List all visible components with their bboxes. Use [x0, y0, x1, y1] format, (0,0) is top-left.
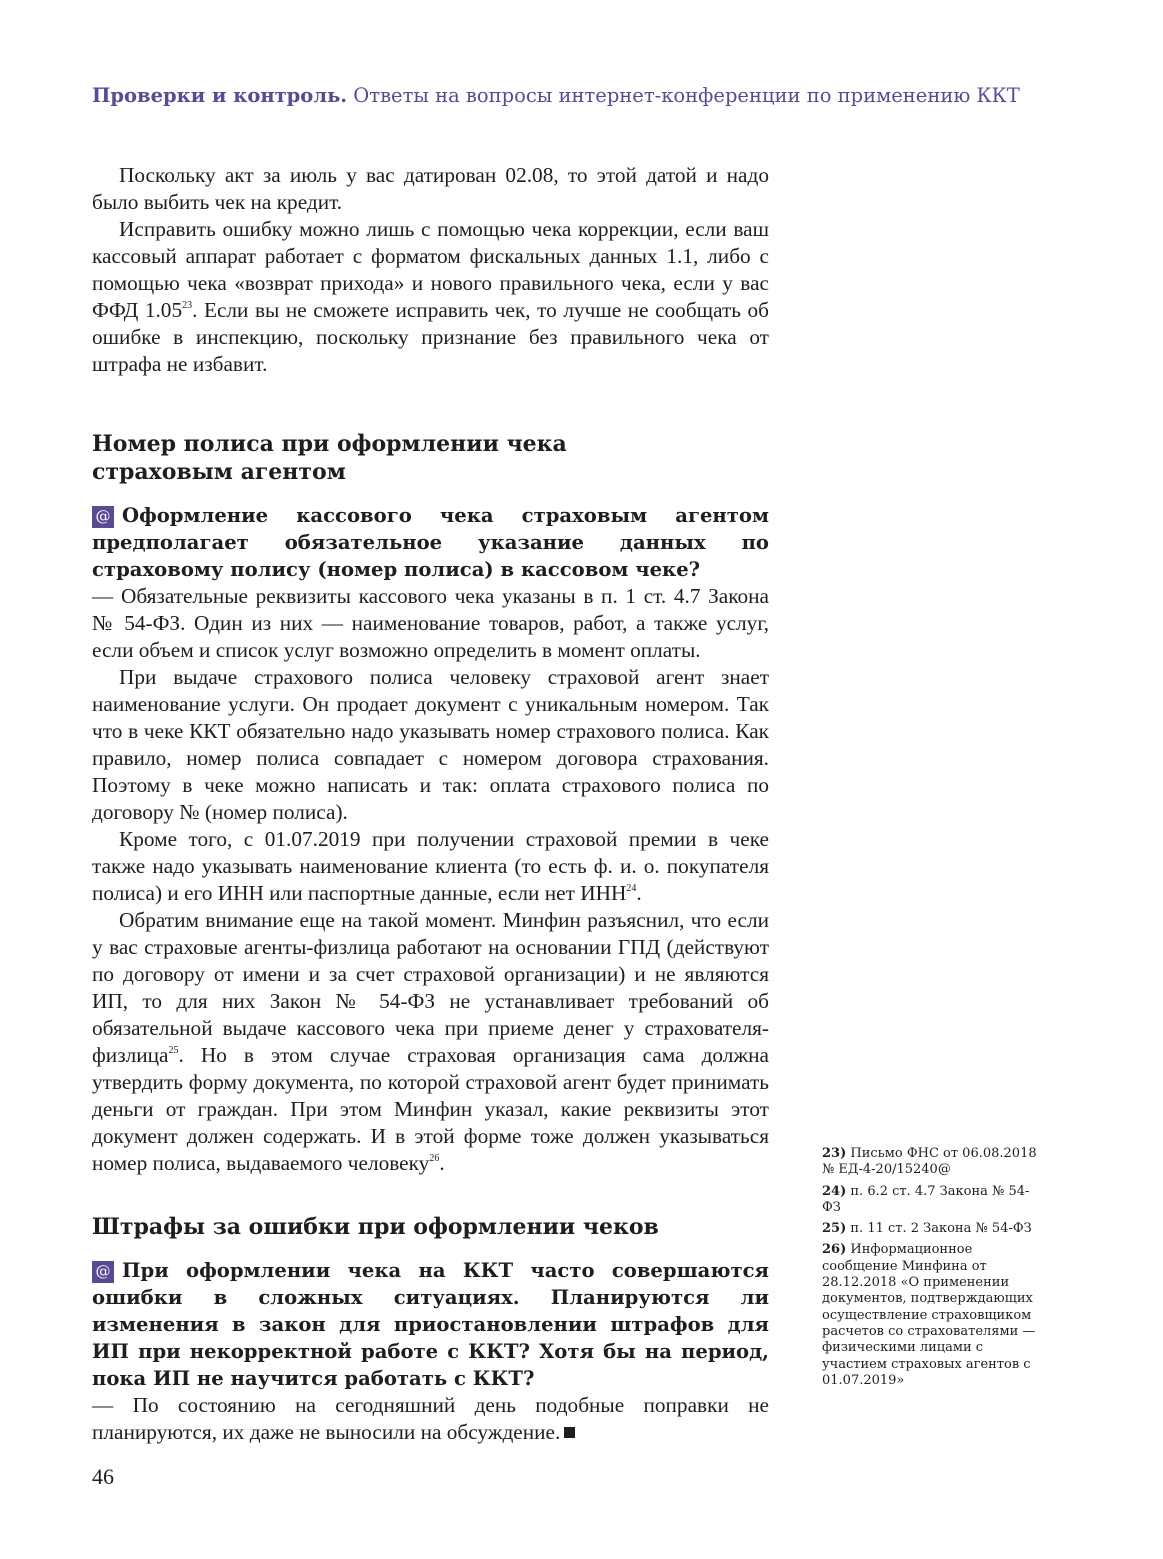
footnote-ref[interactable]: 25 — [168, 1045, 179, 1056]
page-number: 46 — [92, 1464, 114, 1489]
footnote: 23) Письмо ФНС от 06.08.2018 № ЕД-4-20/15240@ — [822, 1146, 1037, 1178]
paragraph: Обратим внимание еще на такой момент. Минфин разъяснил, что если у вас страховые агенты-физлица работают на основании ГПД (действуют по договору от имени и за счет страховой организации) и не являются ИП, то для них Закон № 54-ФЗ не устанавливает требований об обязательной выдаче кассового чека при приеме денег у страхователя-физлица$^{25}$. Но в этом случае страховая организация сама должна утвердить форму документа, по которой страховой агент будет принимать деньги от граждан. При этом Минфин указал, какие реквизиты этот документ должен содержать. И в этой форме тоже должен указываться номер полиса, выдаваемого человеку$^{26}$. — [92, 908, 769, 1175]
footnote-ref[interactable]: 24 — [626, 883, 637, 894]
question: @ При оформлении чека на ККТ часто совершаются ошибки в сложных ситуациях. Планируются ли изменения в закон для приостановлении штрафов для ИП при некорректной работе с ККТ? Хотя бы на период, пока ИП не научится работать с ККТ? — [92, 1259, 769, 1390]
at-sign-icon: @ — [92, 506, 114, 528]
footnote-ref[interactable]: 26 — [429, 1153, 440, 1164]
paragraph: Исправить ошибку можно лишь с помощью чека коррекции, если ваш кассовый аппарат работает с форматом фискальных данных 1.1, либо с помощью чека «возврат прихода» и нового правильного чека, если у вас ФФД 1.05$^{23}$. Если вы не сможете исправить чек, то лучше не сообщать об ошибке в инспекцию, поскольку признание без правильного чека от штрафа не избавит. — [92, 217, 769, 376]
running-header — [92, 84, 1092, 107]
header-subtitle: Ответы на вопросы интернет-конференции по применению ККТ — [353, 84, 1020, 107]
paragraph: Поскольку акт за июль у вас датирован 02.08, то этой датой и надо было выбить чек на кредит. — [92, 163, 769, 214]
at-sign-icon: @ — [92, 1261, 114, 1283]
footnotes — [822, 1146, 1037, 1394]
answer: — Обязательные реквизиты кассового чека указаны в п. 1 ст. 4.7 Закона № 54-ФЗ. Один из них — наименование товаров, работ, а также услуг, если объем и список услуг возможно определить в момент оплаты. — [92, 584, 769, 662]
end-square-icon — [564, 1427, 575, 1438]
header-section: Проверки и контроль. — [92, 84, 348, 107]
main-column — [92, 162, 769, 1446]
section-heading-fines: Штрафы за ошибки при оформлении чеков — [92, 1214, 659, 1240]
footnote: 25) п. 11 ст. 2 Закона № 54-ФЗ — [822, 1221, 1032, 1237]
section-heading-policy-number: Номер полиса при оформлении чека страховым агентом — [92, 431, 567, 485]
footnote: 24) п. 6.2 ст. 4.7 Закона № 54-ФЗ — [822, 1183, 1030, 1215]
paragraph: При выдаче страхового полиса человеку страховой агент знает наименование услуги. Он продает документ с уникальным номером. Так что в чеке ККТ обязательно надо указывать номер страхового полиса. Как правило, номер полиса совпадает с номером договора страхования. Поэтому в чеке можно написать и так: оплата страхового полиса по договору № (номер полиса). — [92, 665, 769, 824]
question: @ Оформление кассового чека страховым агентом предполагает обязательное указание данных по страховому полису (номер полиса) в кассовом чеке? — [92, 504, 769, 581]
footnote-ref[interactable]: 23 — [182, 300, 193, 311]
footnote: 26) Информационное сообщение Минфина от 28.12.2018 «О применении документов, подтверждающих осуществление страховщиком расчетов со страхователями — физическими лицами с участием страховых агентов с 01.07.2019» — [822, 1242, 1036, 1388]
paragraph: Кроме того, с 01.07.2019 при получении страховой премии в чеке также надо указывать наименование клиента (то есть ф. и. о. покупателя полиса) и его ИНН или паспортные данные, если нет ИНН$^{24}$. — [92, 827, 769, 905]
answer: — По состоянию на сегодняшний день подобные поправки не планируются, их даже не выносили на обсуждение. — [92, 1393, 769, 1444]
